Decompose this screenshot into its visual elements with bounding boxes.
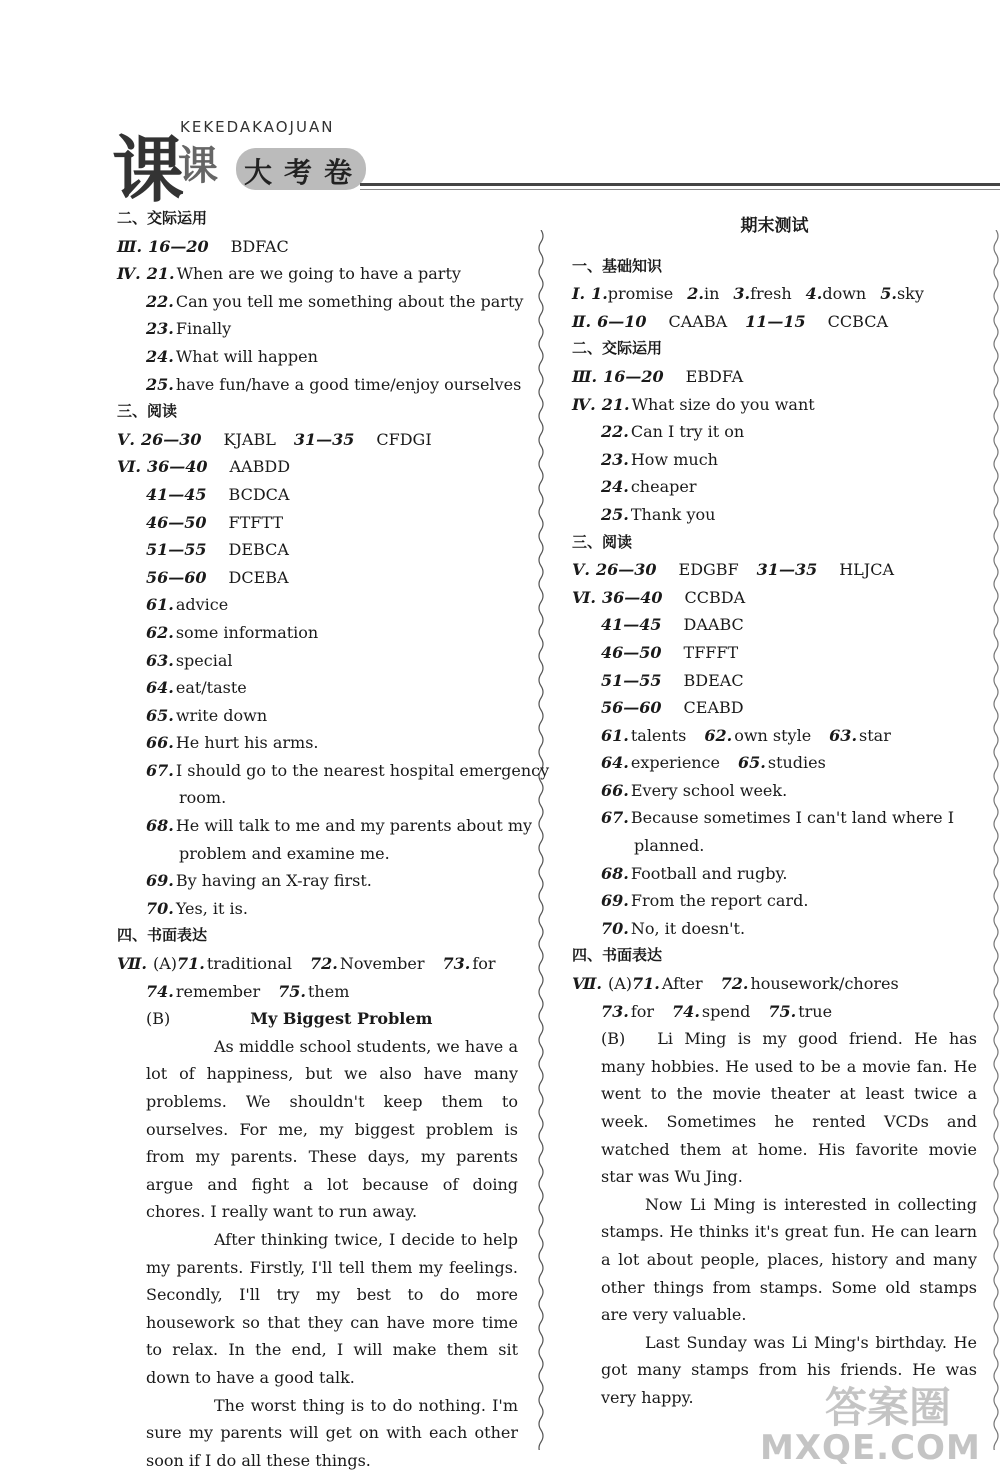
- section-heading: 一、基础知识: [572, 256, 663, 275]
- question-number: 62.: [704, 725, 733, 745]
- answer-text: studies: [767, 753, 826, 773]
- answer-text: November: [339, 954, 425, 974]
- roman-numeral: Ⅶ.: [117, 954, 147, 974]
- answer-text: star: [859, 725, 891, 745]
- answer-line: [117, 895, 527, 923]
- column-divider: [537, 230, 545, 1450]
- answer-text: KJABL: [223, 429, 276, 449]
- answer-line: [117, 343, 527, 371]
- answer-text: What will happen: [175, 346, 318, 366]
- answer-text: in: [703, 284, 720, 304]
- logo-banner-char: 大: [244, 156, 273, 189]
- right-column: [572, 205, 977, 1412]
- answer-line: [117, 481, 527, 509]
- question-number: 25.: [601, 504, 629, 524]
- header-rule: [360, 183, 1000, 186]
- answer-line: [572, 473, 977, 501]
- answer-text: EDGBF: [678, 560, 739, 580]
- roman-numeral: Ⅴ.: [117, 429, 135, 449]
- answer-line: [117, 564, 527, 592]
- answer-text: Finally: [175, 319, 232, 339]
- logo-banner-char: 考: [284, 156, 313, 189]
- answer-line: [117, 591, 527, 619]
- answer-line: [572, 391, 977, 419]
- answer-line: [117, 426, 527, 454]
- answer-text: AABDD: [229, 457, 291, 477]
- answer-line: [117, 812, 533, 840]
- question-number: 41—45: [146, 484, 207, 504]
- answer-text: DAABC: [683, 615, 744, 635]
- answer-line: [117, 978, 527, 1006]
- answer-text: What size do you want: [631, 394, 815, 414]
- answer-line: [572, 722, 977, 750]
- answer-text: By having an X-ray first.: [175, 871, 372, 891]
- answer-text: HLJCA: [839, 560, 894, 580]
- answer-text: planned.: [634, 836, 705, 856]
- roman-numeral: Ⅲ.: [117, 236, 143, 256]
- question-number: 72.: [720, 974, 749, 994]
- answer-line: [117, 729, 527, 757]
- question-number: 69.: [601, 891, 629, 911]
- answer-text: BCDCA: [228, 484, 290, 504]
- answer-text: BDEAC: [683, 670, 744, 690]
- part-label: (A): [152, 954, 178, 974]
- question-number: 63.: [146, 650, 174, 670]
- roman-numeral: Ⅰ.: [572, 284, 586, 304]
- question-number: 26—30: [140, 429, 202, 449]
- question-number: 61.: [146, 595, 174, 615]
- question-number: 2.: [687, 284, 704, 304]
- question-number: 69.: [146, 871, 174, 891]
- essay-text: Li Ming is my good friend. He has many hobbies. He used to be a movie fan. He went to the movie theater at least twice a week. Sometimes he rented VCDs and watched them at home. His favorite movie star was Wu Jing.: [601, 1029, 977, 1187]
- test-title: 期末测试: [740, 216, 809, 236]
- section-heading: 二、交际运用: [572, 339, 663, 358]
- answer-line: [572, 584, 977, 612]
- watermark-brand: 答案圈: [825, 1383, 952, 1432]
- answer-text: BDFAC: [230, 236, 289, 256]
- answer-text: traditional: [206, 954, 292, 974]
- answer-text: CEABD: [683, 698, 744, 718]
- essay-paragraph: [572, 1025, 977, 1191]
- answer-text: How much: [630, 449, 718, 469]
- question-number: 66.: [146, 733, 174, 753]
- answer-line: [117, 647, 527, 675]
- answer-text: experience: [630, 753, 721, 773]
- question-number: 23.: [146, 319, 174, 339]
- answer-line: [572, 667, 977, 695]
- answer-line: [117, 233, 527, 261]
- answer-line: [117, 288, 527, 316]
- question-number: 16—20: [148, 236, 209, 256]
- question-number: 24.: [601, 477, 629, 497]
- answer-line: [117, 536, 527, 564]
- answer-line: [572, 501, 977, 529]
- question-number: 62.: [146, 622, 174, 642]
- essay-paragraph: The worst thing is to do nothing. I'm sure my parents will get on with each other soon if I do all these things.: [146, 1395, 518, 1470]
- question-number: 21.: [146, 264, 175, 284]
- answer-text: When are we going to have a party: [176, 264, 461, 284]
- roman-numeral: Ⅶ.: [572, 974, 602, 994]
- essay-header: [117, 1005, 527, 1033]
- answer-line: [117, 371, 527, 399]
- essay-paragraph: After thinking twice, I decide to help my parents. Firstly, I'll tell them my feelings. Secondly, I'll try my best to do more housework so that they can have more time to relax. In the end, I will make them sit down to have a good talk.: [146, 1229, 518, 1387]
- logo-mark-small: 课: [178, 142, 218, 189]
- answer-text: Can I try it on: [630, 422, 745, 442]
- answer-text: advice: [175, 595, 229, 615]
- answer-text: Thank you: [630, 504, 716, 524]
- watermark-site: MXQE.COM: [760, 1428, 981, 1468]
- section-heading: 四、书面表达: [117, 926, 208, 945]
- answer-line: [572, 694, 977, 722]
- part-label: (A): [607, 974, 633, 994]
- answer-text: CAABA: [668, 311, 728, 331]
- answer-text: for: [472, 954, 496, 974]
- essay-part-label: (B): [146, 1009, 171, 1029]
- answer-line: [572, 363, 977, 391]
- roman-numeral: Ⅲ.: [572, 366, 598, 386]
- question-number: 46—50: [601, 642, 662, 662]
- answer-text: promise: [607, 284, 674, 304]
- answer-text: fresh: [750, 284, 792, 304]
- answer-text: true: [798, 1001, 833, 1021]
- answer-line: [117, 509, 527, 537]
- answer-text: remember: [175, 981, 261, 1001]
- question-number: 46—50: [146, 512, 207, 532]
- logo-banner-char: 卷: [324, 156, 353, 189]
- question-number: 71.: [632, 974, 660, 994]
- question-number: 67.: [146, 760, 174, 780]
- answer-text: DCEBA: [228, 567, 289, 587]
- question-number: 64.: [146, 678, 174, 698]
- right-edge-divider: [992, 230, 1000, 1450]
- roman-numeral: Ⅱ.: [572, 311, 592, 331]
- answer-line: [572, 887, 977, 915]
- answer-line: [572, 777, 977, 805]
- question-number: 5.: [880, 284, 897, 304]
- answer-text: He will talk to me and my parents about my: [175, 816, 533, 836]
- question-number: 24.: [146, 346, 174, 366]
- answer-text: them: [307, 981, 350, 1001]
- answer-text: down: [822, 284, 867, 304]
- answer-line: [117, 784, 527, 812]
- answer-line: [572, 915, 977, 943]
- question-number: 31—35: [756, 560, 818, 580]
- question-number: 22.: [601, 422, 629, 442]
- answer-line: [117, 674, 527, 702]
- answer-text: DEBCA: [228, 540, 289, 560]
- essay-part-label: (B): [601, 1029, 626, 1049]
- answer-line: [117, 950, 527, 978]
- question-number: 4.: [805, 284, 823, 304]
- answer-text: FTFTT: [228, 512, 284, 532]
- answer-text: talents: [630, 725, 687, 745]
- answer-text: problem and examine me.: [179, 843, 390, 863]
- logo-latin-text: KEKEDAKAOJUAN: [180, 118, 335, 136]
- question-number: 1.: [591, 284, 608, 304]
- question-number: 51—55: [601, 670, 662, 690]
- question-number: 74.: [672, 1001, 700, 1021]
- question-number: 36—40: [146, 457, 208, 477]
- answer-text: Football and rugby.: [630, 863, 788, 883]
- question-number: 75.: [278, 981, 306, 1001]
- left-column: [117, 205, 550, 1474]
- question-number: 23.: [601, 449, 629, 469]
- answer-text: housework/chores: [750, 974, 899, 994]
- answer-text: After: [661, 974, 703, 994]
- question-number: 70.: [146, 898, 174, 918]
- question-number: 63.: [829, 725, 858, 745]
- section-heading: 二、交际运用: [117, 209, 208, 227]
- question-number: 72.: [309, 954, 338, 974]
- question-number: 3.: [733, 284, 751, 304]
- answer-line: [117, 840, 527, 868]
- question-number: 61.: [601, 725, 629, 745]
- question-number: 70.: [601, 918, 629, 938]
- answer-line: [572, 998, 977, 1026]
- question-number: 56—60: [601, 698, 662, 718]
- answer-line: [572, 639, 977, 667]
- page-header: [0, 110, 1000, 212]
- logo-mark: 课: [112, 127, 181, 212]
- question-number: 68.: [601, 863, 629, 883]
- answer-text: Can you tell me something about the party: [175, 291, 524, 311]
- roman-numeral: Ⅳ.: [572, 394, 596, 414]
- answer-text: EBDFA: [685, 366, 744, 386]
- question-number: 73.: [442, 954, 471, 974]
- question-number: 65.: [146, 705, 174, 725]
- answer-text: room.: [179, 788, 227, 808]
- question-number: 36—40: [601, 587, 663, 607]
- question-number: 16—20: [603, 366, 664, 386]
- answer-text: for: [630, 1001, 655, 1021]
- answer-text: Yes, it is.: [175, 898, 248, 918]
- question-number: 25.: [146, 374, 174, 394]
- roman-numeral: Ⅴ.: [572, 560, 590, 580]
- answer-text: TFFFT: [683, 642, 739, 662]
- answer-line: [572, 749, 977, 777]
- question-number: 56—60: [146, 567, 207, 587]
- roman-numeral: Ⅵ.: [117, 457, 141, 477]
- answer-text: CFDGI: [376, 429, 432, 449]
- answer-text: Every school week.: [630, 780, 788, 800]
- answer-text: CCBDA: [684, 587, 746, 607]
- question-number: 67.: [601, 808, 629, 828]
- answer-text: Because sometimes I can't land where I: [630, 808, 955, 828]
- question-number: 65.: [738, 753, 766, 773]
- answer-text: No, it doesn't.: [630, 918, 746, 938]
- answer-line: [572, 611, 977, 639]
- answer-line: [572, 446, 977, 474]
- essay-paragraph: Now Li Ming is interested in collecting stamps. He thinks it's great fun. He can learn a lot about people, places, history and many other things from stamps. Some old stamps are very valuable.: [601, 1194, 977, 1325]
- answer-line: [572, 556, 977, 584]
- answer-text: have fun/have a good time/enjoy ourselves: [175, 374, 522, 394]
- question-number: 6—10: [597, 311, 647, 331]
- answer-line: [117, 315, 527, 343]
- question-number: 73.: [601, 1001, 629, 1021]
- answer-line: [117, 867, 527, 895]
- answer-line: [572, 280, 977, 308]
- answer-text: special: [175, 650, 233, 670]
- essay-title: My Biggest Problem: [250, 1009, 433, 1029]
- answer-text: He hurt his arms.: [175, 733, 319, 753]
- answer-text: cheaper: [630, 477, 697, 497]
- roman-numeral: Ⅳ.: [117, 264, 141, 284]
- essay-paragraph: As middle school students, we have a lot of happiness, but we also have many problems. We shouldn't keep them to ourselves. For me, my biggest problem is from my parents. These days, my parents argue and fight a lot because of doing chores. I really want to run away.: [146, 1036, 518, 1222]
- answer-line: [117, 702, 527, 730]
- section-heading: 四、书面表达: [572, 946, 663, 965]
- roman-numeral: Ⅵ.: [572, 587, 596, 607]
- answer-text: spend: [701, 1001, 751, 1021]
- answer-line: [572, 970, 977, 998]
- question-number: 11—15: [745, 311, 806, 331]
- answer-line: [572, 804, 977, 832]
- answer-line: [117, 619, 527, 647]
- question-number: 51—55: [146, 540, 207, 560]
- question-number: 21.: [601, 394, 630, 414]
- question-number: 22.: [146, 291, 174, 311]
- answer-text: write down: [175, 705, 268, 725]
- answer-text: CCBCA: [827, 311, 889, 331]
- answer-text: eat/taste: [175, 678, 247, 698]
- answer-line: [117, 260, 527, 288]
- answer-line: [117, 757, 550, 785]
- answer-line: [572, 308, 977, 336]
- section-heading: 三、阅读: [572, 532, 633, 551]
- answer-text: From the report card.: [630, 891, 809, 911]
- question-number: 66.: [601, 780, 629, 800]
- answer-text: some information: [175, 622, 319, 642]
- answer-line: [117, 453, 527, 481]
- answer-line: [572, 832, 977, 860]
- section-heading: 三、阅读: [117, 402, 178, 421]
- question-number: 64.: [601, 753, 629, 773]
- question-number: 68.: [146, 816, 174, 836]
- question-number: 71.: [177, 954, 205, 974]
- answer-text: own style: [734, 725, 812, 745]
- answer-line: [572, 418, 977, 446]
- answer-text: sky: [896, 284, 924, 304]
- question-number: 41—45: [601, 615, 662, 635]
- question-number: 31—35: [293, 429, 355, 449]
- header-rule-thin: [360, 189, 1000, 190]
- essay-paragraph: Last Sunday was Li Ming's birthday. He got many stamps from his friends. He was very happy.: [601, 1332, 977, 1407]
- logo-banner: [236, 148, 366, 190]
- question-number: 75.: [768, 1001, 797, 1021]
- answer-line: [572, 860, 977, 888]
- answer-text: I should go to the nearest hospital emergency: [175, 760, 550, 780]
- question-number: 74.: [146, 981, 174, 1001]
- question-number: 26—30: [595, 560, 657, 580]
